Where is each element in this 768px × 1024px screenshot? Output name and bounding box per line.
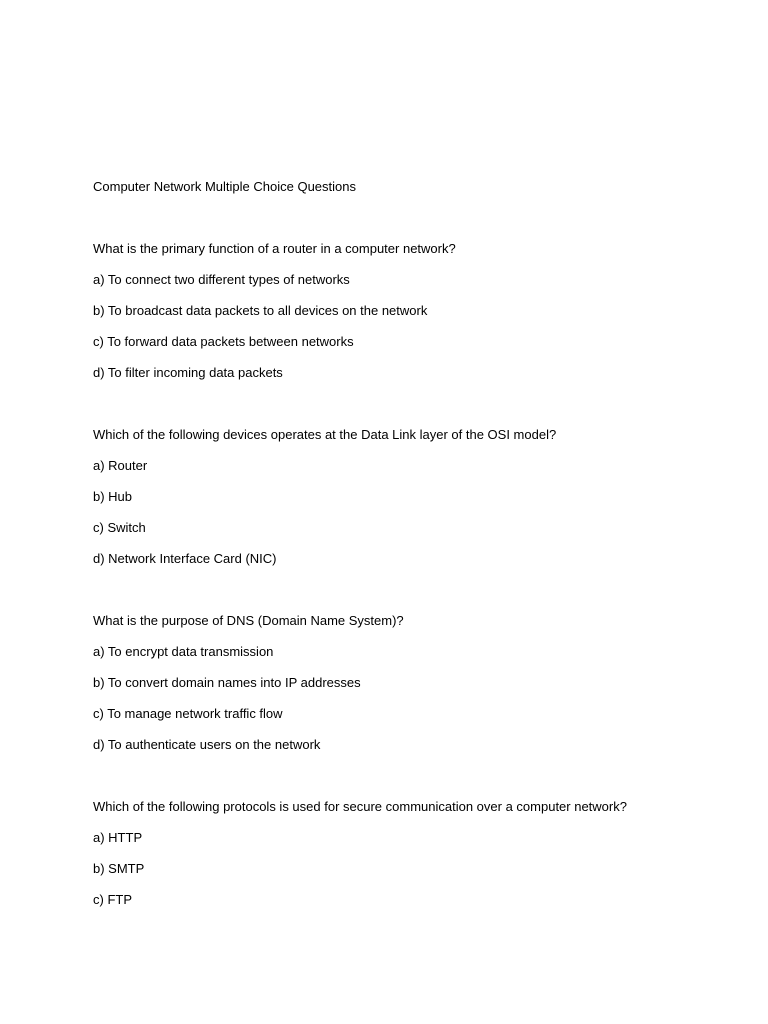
question-text: Which of the following devices operates at the Data Link layer of the OSI model? xyxy=(93,427,557,442)
answer-option-b: b) SMTP xyxy=(93,861,145,876)
answer-option-d: d) Network Interface Card (NIC) xyxy=(93,551,277,566)
answer-option-d: d) To authenticate users on the network xyxy=(93,737,321,752)
answer-options xyxy=(93,644,733,753)
answer-option-b: b) To broadcast data packets to all devices on the network xyxy=(93,303,428,318)
answer-option-d: d) To filter incoming data packets xyxy=(93,365,283,380)
question-text: Which of the following protocols is used for secure communication over a computer network? xyxy=(93,799,627,814)
answer-option-a: a) To connect two different types of networks xyxy=(93,272,350,287)
question-1 xyxy=(93,241,733,381)
answer-options xyxy=(93,272,733,381)
question-4 xyxy=(93,799,733,908)
answer-options xyxy=(93,458,733,567)
answer-option-a: a) HTTP xyxy=(93,830,143,845)
answer-option-c: c) To forward data packets between networks xyxy=(93,334,354,349)
question-text: What is the purpose of DNS (Domain Name System)? xyxy=(93,613,404,628)
question-text: What is the primary function of a router in a computer network? xyxy=(93,241,456,256)
question-2 xyxy=(93,427,733,567)
answer-option-c: c) Switch xyxy=(93,520,146,535)
answer-option-b: b) To convert domain names into IP addresses xyxy=(93,675,361,690)
document-content xyxy=(93,179,733,908)
answer-option-b: b) Hub xyxy=(93,489,133,504)
answer-options xyxy=(93,830,733,908)
answer-option-a: a) To encrypt data transmission xyxy=(93,644,274,659)
question-3 xyxy=(93,613,733,753)
answer-option-c: c) To manage network traffic flow xyxy=(93,706,283,721)
answer-option-c: c) FTP xyxy=(93,892,132,907)
answer-option-a: a) Router xyxy=(93,458,148,473)
document-title: Computer Network Multiple Choice Questions xyxy=(93,179,356,194)
